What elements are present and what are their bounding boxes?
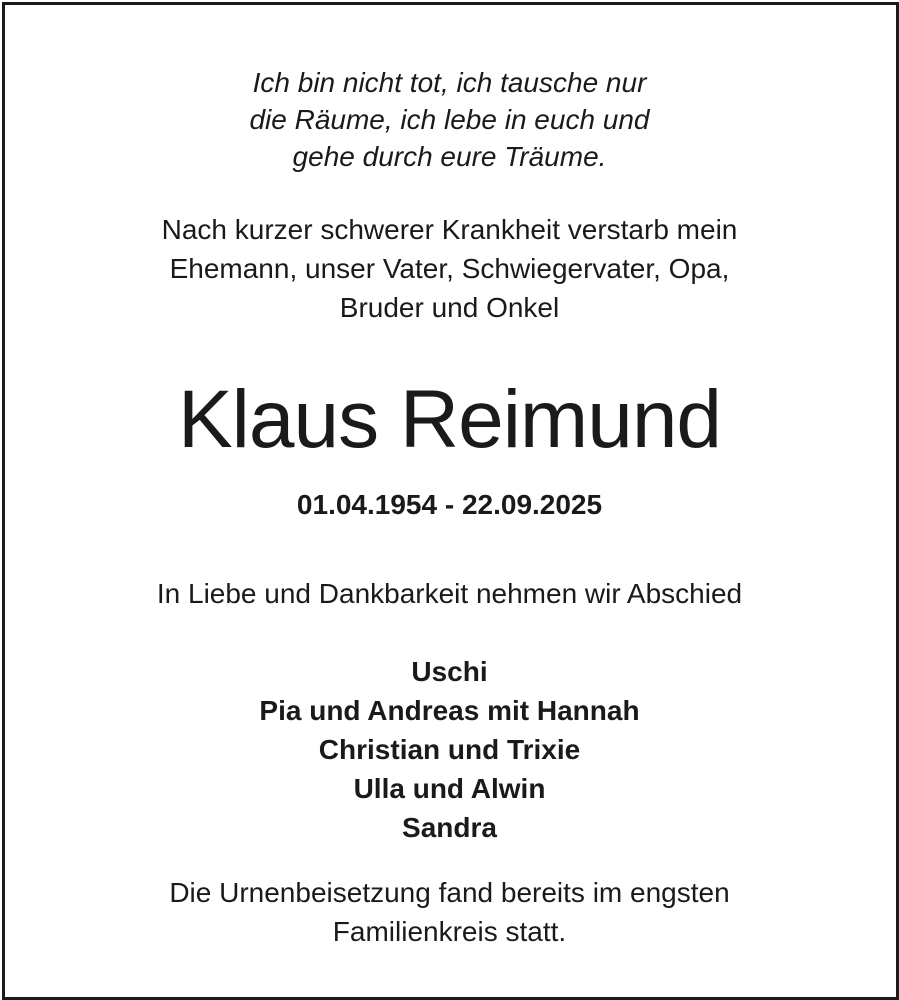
life-dates: 01.04.1954 - 22.09.2025 — [296, 489, 603, 520]
mourner-name: Sandra — [402, 812, 497, 843]
closing-line: Familienkreis statt. — [332, 916, 567, 947]
quote-line: die Räume, ich lebe in euch und — [249, 104, 650, 135]
closing-line: Die Urnenbeisetzung fand bereits im engsten — [169, 877, 730, 908]
mourner-name: Uschi — [411, 656, 488, 687]
farewell-text: In Liebe und Dankbarkeit nehmen wir Abschied — [156, 578, 743, 609]
intro-line: Ehemann, unser Vater, Schwiegervater, Opa, — [169, 253, 730, 284]
quote-line: gehe durch eure Träume. — [292, 141, 607, 172]
mourner-name: Christian und Trixie — [318, 734, 581, 765]
deceased-name: Klaus Reimund — [177, 374, 722, 465]
mourner-name: Ulla und Alwin — [353, 773, 546, 804]
intro-line: Bruder und Onkel — [339, 292, 560, 323]
mourner-name: Pia und Andreas mit Hannah — [259, 695, 640, 726]
quote-line: Ich bin nicht tot, ich tausche nur — [252, 67, 647, 98]
intro-line: Nach kurzer schwerer Krankheit verstarb mein — [161, 214, 738, 245]
